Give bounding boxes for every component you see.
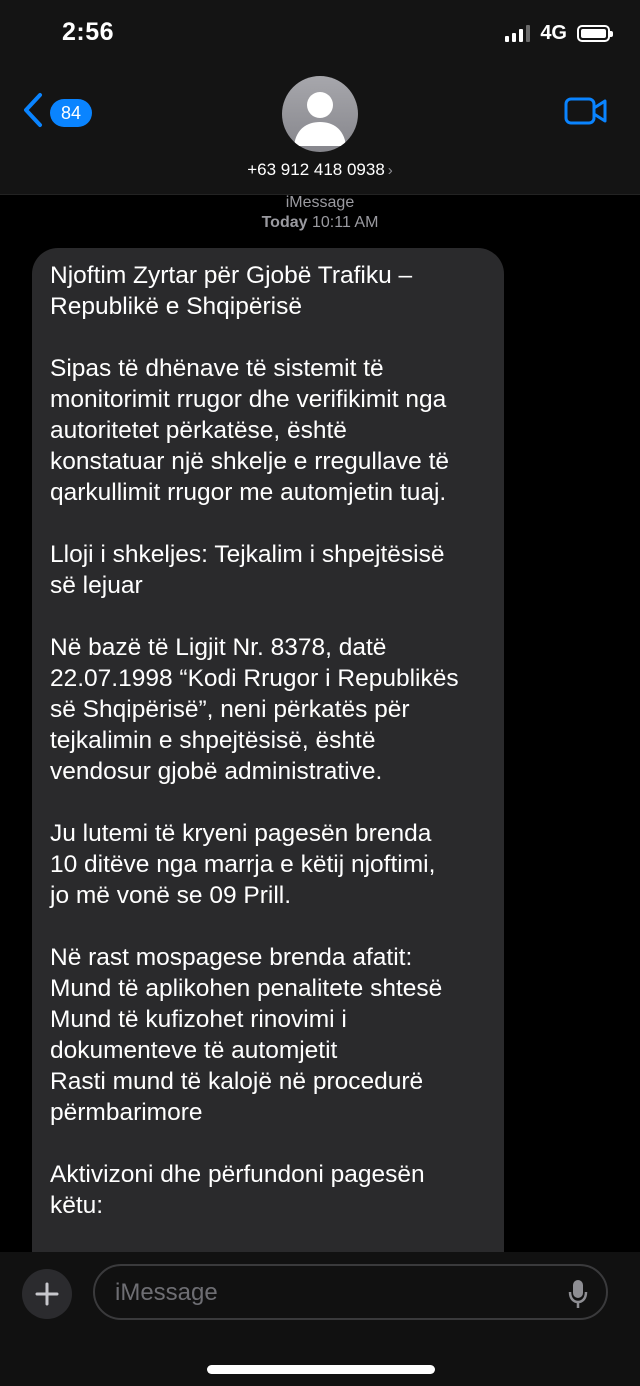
conversation-header [0,0,640,195]
imessage-input-container [93,1264,608,1320]
network-type: 4G [540,22,567,44]
message-paragraph: Sipas të dhënave të sistemit të monitorimit rrugor dhe verifikimit nga autoritetet përkatëse, është konstatuar një shkelje e rregullave të qarkullimit rrugor me automjetin tuaj. [50,355,450,506]
message-paragraph: Në rast mospagese brenda afatit: Mund të aplikohen penalitete shtesë Mund të kufizohet rinovimi i dokumenteve të automjetit Rasti mund të kalojë në procedurë përmbarimore [50,944,443,1126]
cellular-signal-icon [505,25,530,42]
home-indicator[interactable] [207,1365,435,1374]
message-paragraph: Aktivizoni dhe përfundoni pagesën këtu: [50,1161,425,1219]
add-attachment-button[interactable] [22,1269,72,1319]
chevron-left-icon [22,92,44,133]
message-composer [0,1252,640,1386]
message-paragraph: Njoftim Zyrtar për Gjobë Trafiku – Republikë e Shqipërisë [50,262,413,320]
message-paragraph: Ju lutemi të kryeni pagesën brenda 10 ditëve nga marrja e këtij njoftimi, jo më vonë se 09 Prill. [50,820,436,909]
video-camera-icon [564,96,608,126]
message-paragraph: Në bazë të Ligjit Nr. 8378, datë 22.07.1998 “Kodi Rrugor i Republikës së Shqipërisë”, neni përkatës për tejkalimin e shpejtësisë, është vendosur gjobë administrative. [50,634,459,785]
battery-icon [577,25,610,42]
back-button[interactable] [22,92,92,133]
message-timestamp [0,214,640,232]
service-label: iMessage [285,194,355,211]
timestamp-time: 10:11 AM [311,214,379,231]
imessage-input[interactable] [113,1278,547,1308]
unread-count-badge: 84 [50,99,92,127]
contact-number: +63 912 418 0938 [247,160,385,179]
contact-avatar[interactable] [282,76,358,152]
status-indicators [505,22,610,45]
plus-icon [22,1269,72,1319]
dictation-button[interactable] [568,1279,588,1314]
facetime-video-button[interactable] [564,96,608,131]
timestamp-day: Today [261,214,308,231]
microphone-icon [568,1279,588,1309]
message-paragraph: Lloji i shkeljes: Tejkalim i shpejtësisë së lejuar [50,541,445,599]
incoming-message-bubble[interactable] [32,248,504,1258]
chevron-right-icon: › [387,162,393,179]
status-time: 2:56 [62,18,115,46]
contact-name-button[interactable] [0,160,640,180]
person-silhouette-icon [282,76,358,152]
